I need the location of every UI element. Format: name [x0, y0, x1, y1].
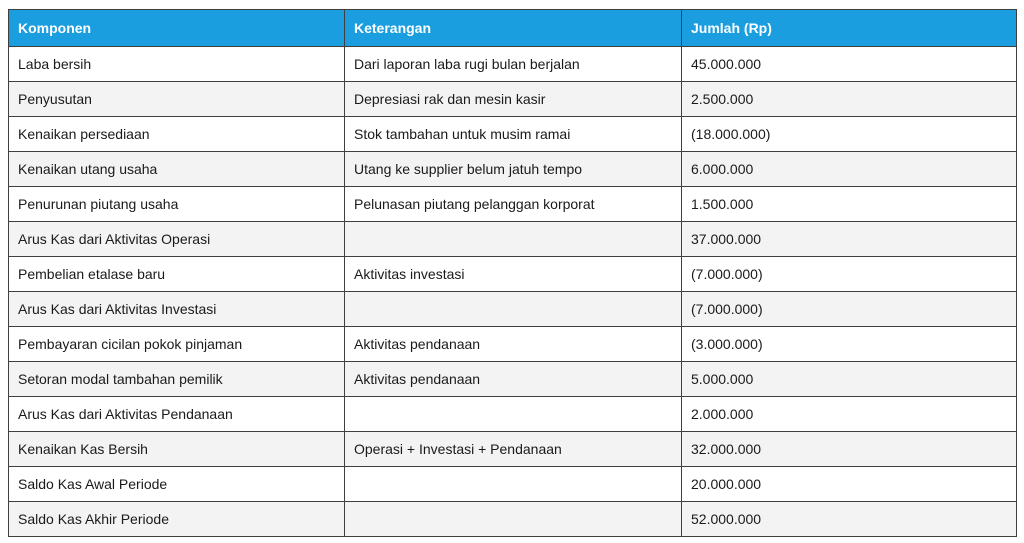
table-row: [9, 47, 1017, 82]
jumlah-cell: 2.500.000: [682, 82, 1017, 117]
table-body: [9, 47, 1017, 537]
komponen-cell: Kenaikan persediaan: [9, 117, 345, 152]
keterangan-cell: Stok tambahan untuk musim ramai: [345, 117, 682, 152]
keterangan-cell: Utang ke supplier belum jatuh tempo: [345, 152, 682, 187]
table-row: [9, 432, 1017, 467]
jumlah-cell: 45.000.000: [682, 47, 1017, 82]
table-row: [9, 292, 1017, 327]
table-row: [9, 327, 1017, 362]
jumlah-cell: (3.000.000): [682, 327, 1017, 362]
cash-flow-table: [8, 9, 1017, 537]
komponen-cell: Kenaikan Kas Bersih: [9, 432, 345, 467]
table-row: [9, 362, 1017, 397]
header-komponen: Komponen: [9, 10, 345, 47]
keterangan-cell: Depresiasi rak dan mesin kasir: [345, 82, 682, 117]
jumlah-cell: 20.000.000: [682, 467, 1017, 502]
komponen-cell: Penyusutan: [9, 82, 345, 117]
table-row: [9, 117, 1017, 152]
keterangan-cell: [345, 397, 682, 432]
keterangan-cell: [345, 467, 682, 502]
keterangan-cell: Aktivitas pendanaan: [345, 327, 682, 362]
table-row: [9, 257, 1017, 292]
table-header: [9, 10, 1017, 47]
jumlah-cell: (7.000.000): [682, 257, 1017, 292]
table-row: [9, 397, 1017, 432]
table-row: [9, 152, 1017, 187]
keterangan-cell: Dari laporan laba rugi bulan berjalan: [345, 47, 682, 82]
header-jumlah: Jumlah (Rp): [682, 10, 1017, 47]
jumlah-cell: 37.000.000: [682, 222, 1017, 257]
table-row: [9, 82, 1017, 117]
jumlah-cell: 5.000.000: [682, 362, 1017, 397]
jumlah-cell: 52.000.000: [682, 502, 1017, 537]
komponen-cell: Pembelian etalase baru: [9, 257, 345, 292]
komponen-cell: Pembayaran cicilan pokok pinjaman: [9, 327, 345, 362]
komponen-cell: Arus Kas dari Aktivitas Pendanaan: [9, 397, 345, 432]
komponen-cell: Saldo Kas Awal Periode: [9, 467, 345, 502]
table-row: [9, 502, 1017, 537]
table-row: [9, 222, 1017, 257]
jumlah-cell: (18.000.000): [682, 117, 1017, 152]
table-row: [9, 187, 1017, 222]
komponen-cell: Penurunan piutang usaha: [9, 187, 345, 222]
keterangan-cell: [345, 292, 682, 327]
keterangan-cell: Aktivitas investasi: [345, 257, 682, 292]
jumlah-cell: 32.000.000: [682, 432, 1017, 467]
komponen-cell: Arus Kas dari Aktivitas Investasi: [9, 292, 345, 327]
header-row: [9, 10, 1017, 47]
jumlah-cell: 2.000.000: [682, 397, 1017, 432]
keterangan-cell: Pelunasan piutang pelanggan korporat: [345, 187, 682, 222]
jumlah-cell: (7.000.000): [682, 292, 1017, 327]
komponen-cell: Kenaikan utang usaha: [9, 152, 345, 187]
keterangan-cell: Operasi + Investasi + Pendanaan: [345, 432, 682, 467]
keterangan-cell: [345, 502, 682, 537]
table-row: [9, 467, 1017, 502]
komponen-cell: Laba bersih: [9, 47, 345, 82]
komponen-cell: Setoran modal tambahan pemilik: [9, 362, 345, 397]
jumlah-cell: 1.500.000: [682, 187, 1017, 222]
header-keterangan: Keterangan: [345, 10, 682, 47]
jumlah-cell: 6.000.000: [682, 152, 1017, 187]
keterangan-cell: Aktivitas pendanaan: [345, 362, 682, 397]
keterangan-cell: [345, 222, 682, 257]
cash-flow-table-container: [8, 9, 1016, 537]
komponen-cell: Saldo Kas Akhir Periode: [9, 502, 345, 537]
komponen-cell: Arus Kas dari Aktivitas Operasi: [9, 222, 345, 257]
